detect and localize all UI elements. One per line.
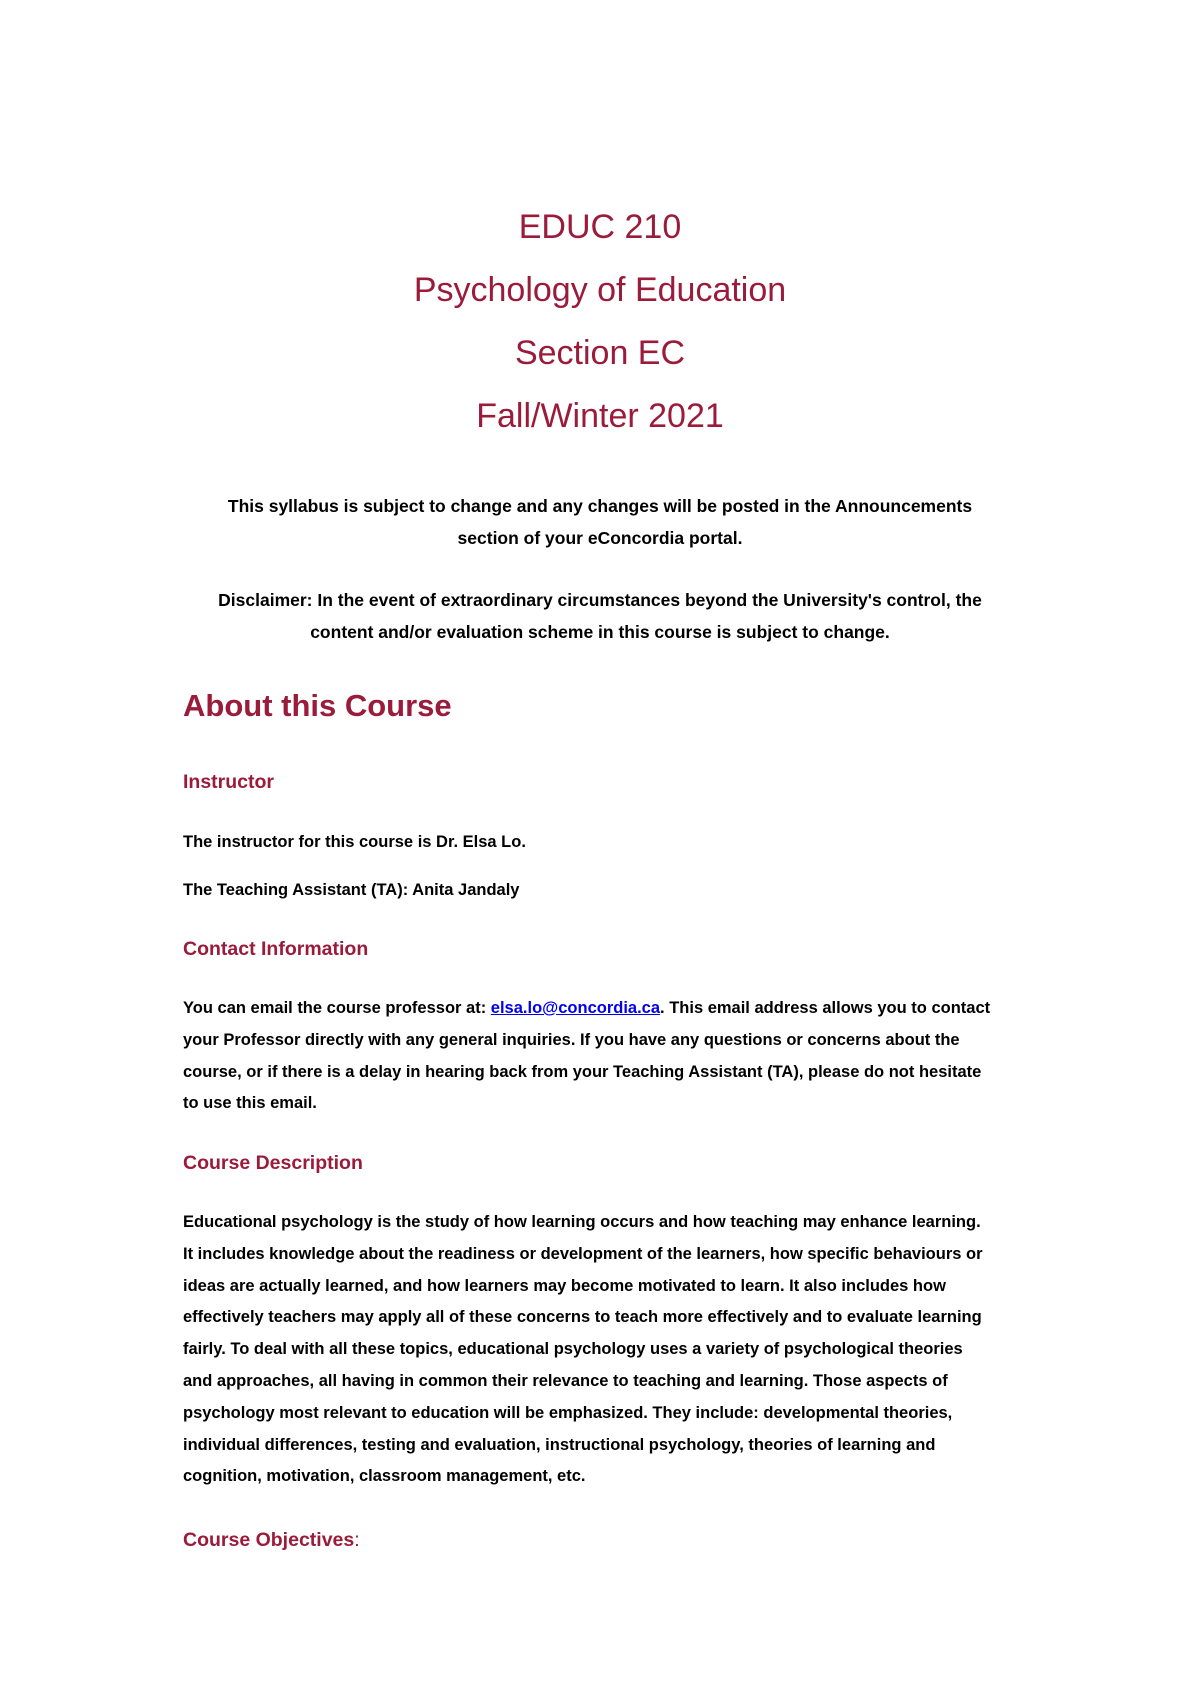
disclaimer-line-1: Disclaimer: In the event of extraordinary circumstances beyond the University's control, the bbox=[218, 590, 982, 610]
description-paragraph bbox=[183, 1207, 1033, 1493]
objectives-colon: : bbox=[354, 1529, 360, 1551]
disclaimer-line-2: content and/or evaluation scheme in this course is subject to change. bbox=[310, 622, 890, 642]
title-block bbox=[0, 196, 1200, 448]
description-line: ideas are actually learned, and how learners may become motivated to learn. It also includes how bbox=[183, 1276, 946, 1295]
description-line: effectively teachers may apply all of these concerns to teach more effectively and to evaluate learning bbox=[183, 1308, 982, 1327]
objectives-heading-text: Course Objectives bbox=[183, 1529, 355, 1551]
disclaimer bbox=[120, 584, 1080, 648]
description-line: Educational psychology is the study of how learning occurs and how teaching may enhance learning. bbox=[183, 1213, 981, 1231]
about-heading: About this Course bbox=[183, 688, 452, 723]
contact-heading: Contact Information bbox=[183, 938, 369, 960]
description-line: and approaches, all having in common their relevance to teaching and learning. Those aspects of bbox=[183, 1371, 948, 1390]
ta-line: The Teaching Assistant (TA): Anita Jandaly bbox=[183, 881, 520, 899]
description-line: individual differences, testing and evaluation, instructional psychology, theories of learning and bbox=[183, 1435, 936, 1454]
course-section: Section EC bbox=[514, 334, 686, 372]
description-line: fairly. To deal with all these topics, educational psychology uses a variety of psychological theories bbox=[183, 1340, 963, 1359]
contact-line-1-prefix: You can email the course professor at: bbox=[183, 999, 491, 1017]
objectives-heading bbox=[183, 1529, 360, 1552]
description-line: It includes knowledge about the readiness or development of the learners, how specific behaviours or bbox=[183, 1244, 983, 1263]
instructor-heading: Instructor bbox=[183, 771, 275, 793]
description-heading: Course Description bbox=[183, 1152, 363, 1174]
contact-line-3: course, or if there is a delay in hearing back from your Teaching Assistant (TA), please do not hesitate bbox=[183, 1062, 982, 1081]
contact-line-4: to use this email. bbox=[183, 1094, 317, 1113]
contact-paragraph bbox=[183, 993, 1033, 1120]
notice-line-1: This syllabus is subject to change and any changes will be posted in the Announcements bbox=[227, 496, 973, 516]
description-line: psychology most relevant to education will be emphasized. They include: developmental theories, bbox=[183, 1403, 953, 1422]
contact-line-1-suffix: . This email address allows you to contact bbox=[660, 999, 991, 1017]
course-term: Fall/Winter 2021 bbox=[476, 397, 724, 435]
contact-line-1 bbox=[183, 993, 1033, 1025]
instructor-line: The instructor for this course is Dr. Elsa Lo. bbox=[183, 833, 526, 851]
syllabus-notice bbox=[120, 490, 1080, 554]
course-code: EDUC 210 bbox=[518, 208, 682, 246]
description-line: cognition, motivation, classroom management, etc. bbox=[183, 1467, 586, 1486]
contact-line-2: your Professor directly with any general inquiries. If you have any questions or concerns about the bbox=[183, 1030, 960, 1049]
email-link[interactable]: elsa.lo@concordia.ca bbox=[490, 999, 661, 1017]
course-name: Psychology of Education bbox=[413, 271, 787, 309]
notice-line-2: section of your eConcordia portal. bbox=[457, 528, 743, 548]
